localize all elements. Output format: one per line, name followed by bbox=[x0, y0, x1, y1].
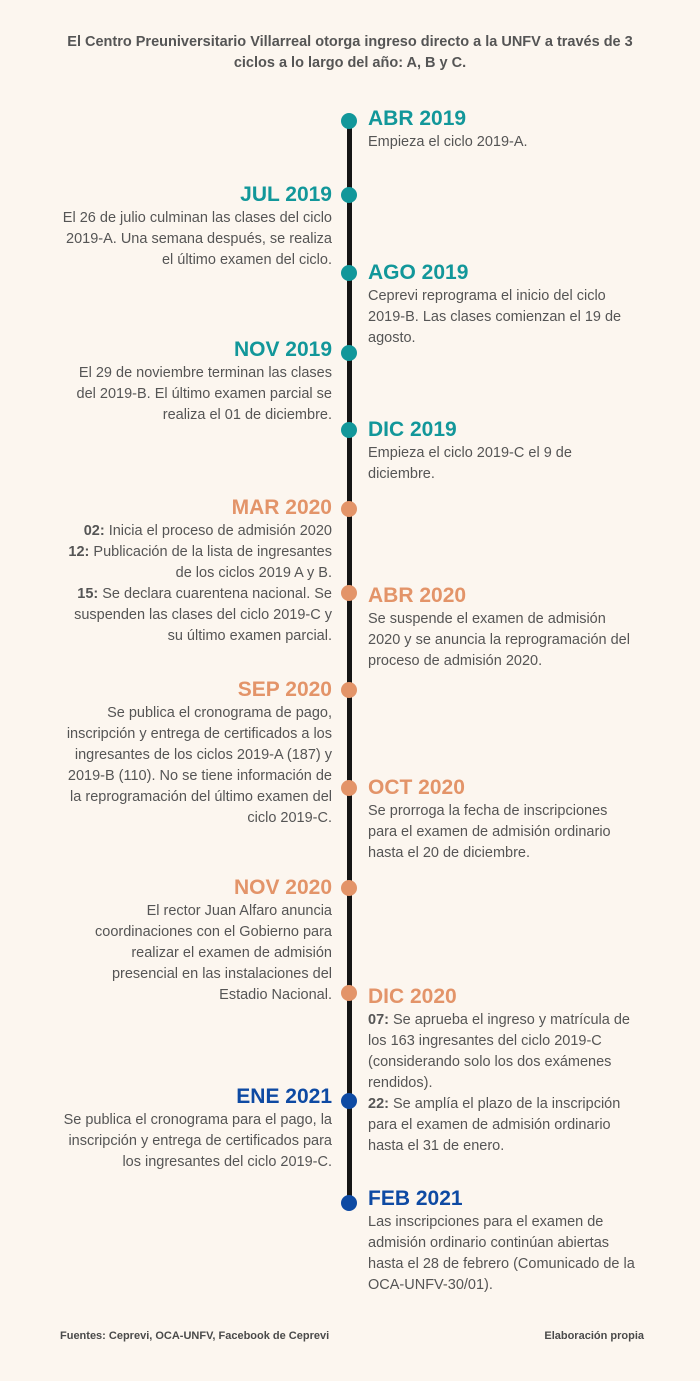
event-date: ABR 2019 bbox=[368, 107, 467, 130]
event-item bbox=[57, 521, 332, 542]
event-date: DIC 2019 bbox=[368, 418, 457, 441]
event-feb-2021 bbox=[368, 1186, 638, 1296]
event-date: JUL 2019 bbox=[240, 183, 332, 206]
event-item bbox=[368, 1094, 638, 1157]
event-description: Ceprevi reprograma el inicio del ciclo 2019-B. Las clases comienzan el 19 de agosto. bbox=[368, 288, 622, 346]
timeline-dot-feb-2021 bbox=[341, 1195, 357, 1211]
event-item-text: Se amplía el plazo de la inscripción para el examen de admisión ordinario hasta el 31 de enero. bbox=[368, 1096, 621, 1154]
event-item-text: Publicación de la lista de ingresantes de los ciclos 2019 A y B. bbox=[89, 544, 332, 581]
event-nov-2019 bbox=[62, 337, 332, 426]
event-dic-2020 bbox=[368, 984, 638, 1157]
timeline-dot-ago-2019 bbox=[341, 265, 357, 281]
event-date: DIC 2020 bbox=[368, 985, 457, 1008]
event-nov-2020 bbox=[62, 875, 332, 1006]
event-item-day: 22: bbox=[368, 1096, 389, 1112]
event-abr-2019 bbox=[368, 106, 638, 153]
timeline-dot-mar-2020 bbox=[341, 501, 357, 517]
event-mar-2020 bbox=[57, 495, 332, 647]
event-ene-2021 bbox=[62, 1084, 332, 1173]
event-description: Empieza el ciclo 2019-C el 9 de diciembre. bbox=[368, 445, 572, 482]
event-date: NOV 2019 bbox=[233, 338, 332, 361]
event-dic-2019 bbox=[368, 417, 638, 485]
event-item-text: Inicia el proceso de admisión 2020 bbox=[104, 523, 332, 539]
event-description: El rector Juan Alfaro anuncia coordinaciones con el Gobierno para realizar el examen de admisión presencial en las instalaciones del Estadio Nacional. bbox=[95, 903, 332, 1003]
event-description: Se publica el cronograma de pago, inscripción y entrega de certificados a los ingresantes de los ciclos 2019-A (187) y 2019-B (110). No se tiene información de la reprogramación del último examen del ciclo 2019-C. bbox=[66, 705, 332, 826]
timeline-dot-dic-2019 bbox=[341, 422, 357, 438]
event-description: Se publica el cronograma para el pago, la inscripción y entrega de certificados para los ingresantes del ciclo 2019-C. bbox=[63, 1112, 332, 1170]
event-abr-2020 bbox=[368, 583, 638, 672]
intro-heading: El Centro Preuniversitario Villarreal otorga ingreso directo a la UNFV a través de 3 ciclos a lo largo del año: A, B y C. bbox=[67, 34, 633, 71]
timeline-dot-nov-2019 bbox=[341, 345, 357, 361]
timeline-dot-sep-2020 bbox=[341, 682, 357, 698]
event-item bbox=[57, 584, 332, 647]
event-date: OCT 2020 bbox=[368, 776, 465, 799]
timeline-axis bbox=[347, 118, 352, 1206]
event-date: AGO 2019 bbox=[368, 261, 469, 284]
event-item-day: 12: bbox=[68, 544, 90, 560]
event-item bbox=[368, 1010, 638, 1094]
event-item bbox=[57, 542, 332, 584]
event-oct-2020 bbox=[368, 775, 638, 864]
event-item-day: 02: bbox=[83, 523, 105, 539]
event-description: Empieza el ciclo 2019-A. bbox=[368, 134, 528, 150]
event-date: SEP 2020 bbox=[237, 678, 332, 701]
event-description: El 26 de julio culminan las clases del ciclo 2019-A. Una semana después, se realiza el último examen del ciclo. bbox=[62, 210, 332, 268]
event-item-text: Se aprueba el ingreso y matrícula de los 163 ingresantes del ciclo 2019-C (considerando solo los dos exámenes rendidos). bbox=[368, 1012, 630, 1091]
event-item-day: 15: bbox=[77, 586, 99, 602]
event-date: NOV 2020 bbox=[233, 876, 332, 899]
event-date: ENE 2021 bbox=[236, 1085, 332, 1108]
event-description: Se suspende el examen de admisión 2020 y se anuncia la reprogramación del proceso de admisión 2020. bbox=[368, 611, 630, 669]
event-ago-2019 bbox=[368, 260, 638, 349]
timeline-dot-abr-2020 bbox=[341, 585, 357, 601]
timeline-dot-nov-2020 bbox=[341, 880, 357, 896]
timeline-dot-ene-2021 bbox=[341, 1093, 357, 1109]
timeline-dot-dic-2020 bbox=[341, 985, 357, 1001]
event-item-text: Se declara cuarentena nacional. Se suspenden las clases del ciclo 2019-C y su último examen parcial. bbox=[74, 586, 332, 644]
event-jul-2019 bbox=[62, 182, 332, 271]
event-description: El 29 de noviembre terminan las clases del 2019-B. El último examen parcial se realiza el 01 de diciembre. bbox=[76, 365, 332, 423]
event-item-day: 07: bbox=[368, 1012, 389, 1028]
event-sep-2020 bbox=[54, 677, 332, 829]
event-date: FEB 2021 bbox=[368, 1187, 463, 1210]
timeline-dot-oct-2020 bbox=[341, 780, 357, 796]
event-date: ABR 2020 bbox=[368, 584, 467, 607]
timeline-dot-jul-2019 bbox=[341, 187, 357, 203]
footer-sources: Fuentes: Ceprevi, OCA-UNFV, Facebook de Ceprevi bbox=[60, 1330, 330, 1342]
event-date: MAR 2020 bbox=[231, 496, 332, 519]
event-description: Se prorroga la fecha de inscripciones para el examen de admisión ordinario hasta el 20 de diciembre. bbox=[368, 803, 611, 861]
timeline-dot-abr-2019 bbox=[341, 113, 357, 129]
footer-credit: Elaboración propia bbox=[544, 1330, 644, 1342]
event-description: Las inscripciones para el examen de admisión ordinario continúan abiertas hasta el 28 de febrero (Comunicado de la OCA-UNFV-30/01). bbox=[368, 1214, 635, 1293]
